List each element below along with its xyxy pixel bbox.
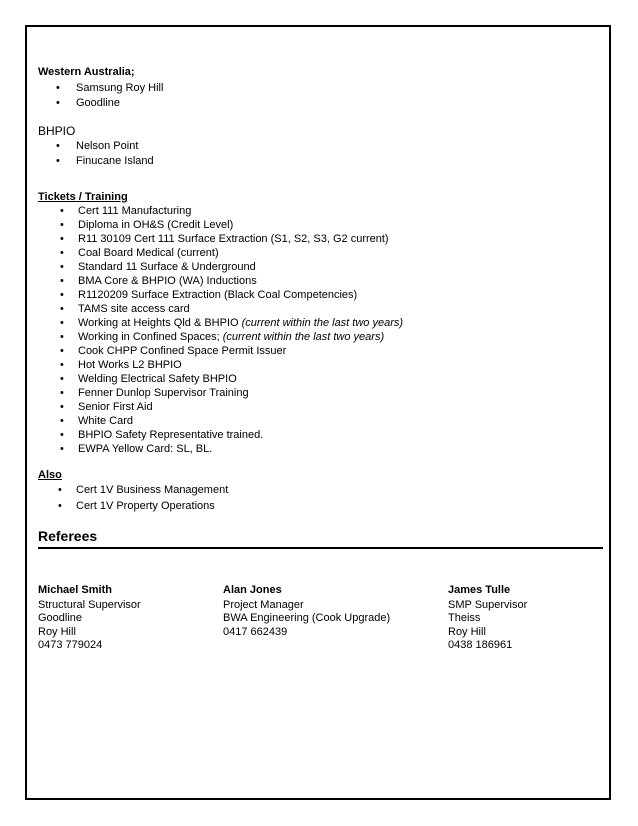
referee-location: Roy Hill — [38, 625, 76, 638]
list-item: • BMA Core & BHPIO (WA) Inductions — [38, 274, 604, 288]
referee-company: Goodline — [38, 612, 83, 624]
referee-phone: 0438 186961 — [448, 639, 513, 651]
list-item: • Coal Board Medical (current) — [38, 246, 604, 260]
list-item: • Cert 1V Property Operations — [38, 498, 604, 514]
western-australia-list — [38, 81, 604, 111]
referee-name: James Tulle — [448, 584, 511, 596]
list-item: • TAMS site access card — [38, 302, 604, 316]
list-item: • Nelson Point — [38, 139, 604, 154]
list-item: • R11 30109 Cert 111 Surface Extraction (S1, S2, S3, G2 current) — [38, 232, 604, 246]
referee-company: Theiss — [448, 612, 481, 624]
referee-role: Project Manager — [223, 598, 304, 611]
list-item: • BHPIO Safety Representative trained. — [38, 428, 604, 442]
list-item: • Fenner Dunlop Supervisor Training — [38, 386, 604, 400]
referee-card — [38, 584, 141, 653]
bhpio-heading: BHPIO — [38, 124, 76, 138]
list-item: • Welding Electrical Safety BHPIO — [38, 372, 604, 386]
referee-company: BWA Engineering (Cook Upgrade) — [223, 612, 391, 624]
list-item: • Senior First Aid — [38, 400, 604, 414]
list-item: • Working in Confined Spaces; (current within the last two years) — [38, 330, 604, 344]
referee-location: Roy Hill — [448, 625, 486, 638]
referee-card — [223, 584, 390, 639]
list-item: • Cook CHPP Confined Space Permit Issuer — [38, 344, 604, 358]
also-list — [38, 482, 604, 514]
list-item: • R1120209 Surface Extraction (Black Coal Competencies) — [38, 288, 604, 302]
also-heading: Also — [38, 469, 62, 481]
referee-card — [448, 584, 527, 653]
referees-heading: Referees — [38, 528, 603, 549]
referee-phone: 0473 779024 — [38, 639, 103, 651]
list-item: • White Card — [38, 414, 604, 428]
list-item: • Goodline — [38, 96, 604, 111]
list-item: • Diploma in OH&S (Credit Level) — [38, 218, 604, 232]
list-item: • Cert 111 Manufacturing — [38, 204, 604, 218]
list-item: • Working at Heights Qld & BHPIO (current within the last two years) — [38, 316, 604, 330]
referee-name: Michael Smith — [38, 584, 112, 596]
list-item: • Hot Works L2 BHPIO — [38, 358, 604, 372]
bhpio-list — [38, 139, 604, 169]
list-item: • Finucane Island — [38, 154, 604, 169]
referee-name: Alan Jones — [223, 584, 282, 596]
list-item: • Standard 11 Surface & Underground — [38, 260, 604, 274]
tickets-training-heading: Tickets / Training — [38, 191, 128, 203]
referee-phone: 0417 662439 — [223, 625, 288, 638]
resume-content — [38, 64, 604, 514]
list-item: • EWPA Yellow Card: SL, BL. — [38, 442, 604, 456]
referee-role: Structural Supervisor — [38, 598, 141, 611]
western-australia-heading: Western Australia; — [38, 66, 135, 78]
tickets-training-list — [38, 204, 604, 456]
referee-role: SMP Supervisor — [448, 598, 528, 611]
list-item: • Cert 1V Business Management — [38, 482, 604, 498]
list-item: • Samsung Roy Hill — [38, 81, 604, 96]
